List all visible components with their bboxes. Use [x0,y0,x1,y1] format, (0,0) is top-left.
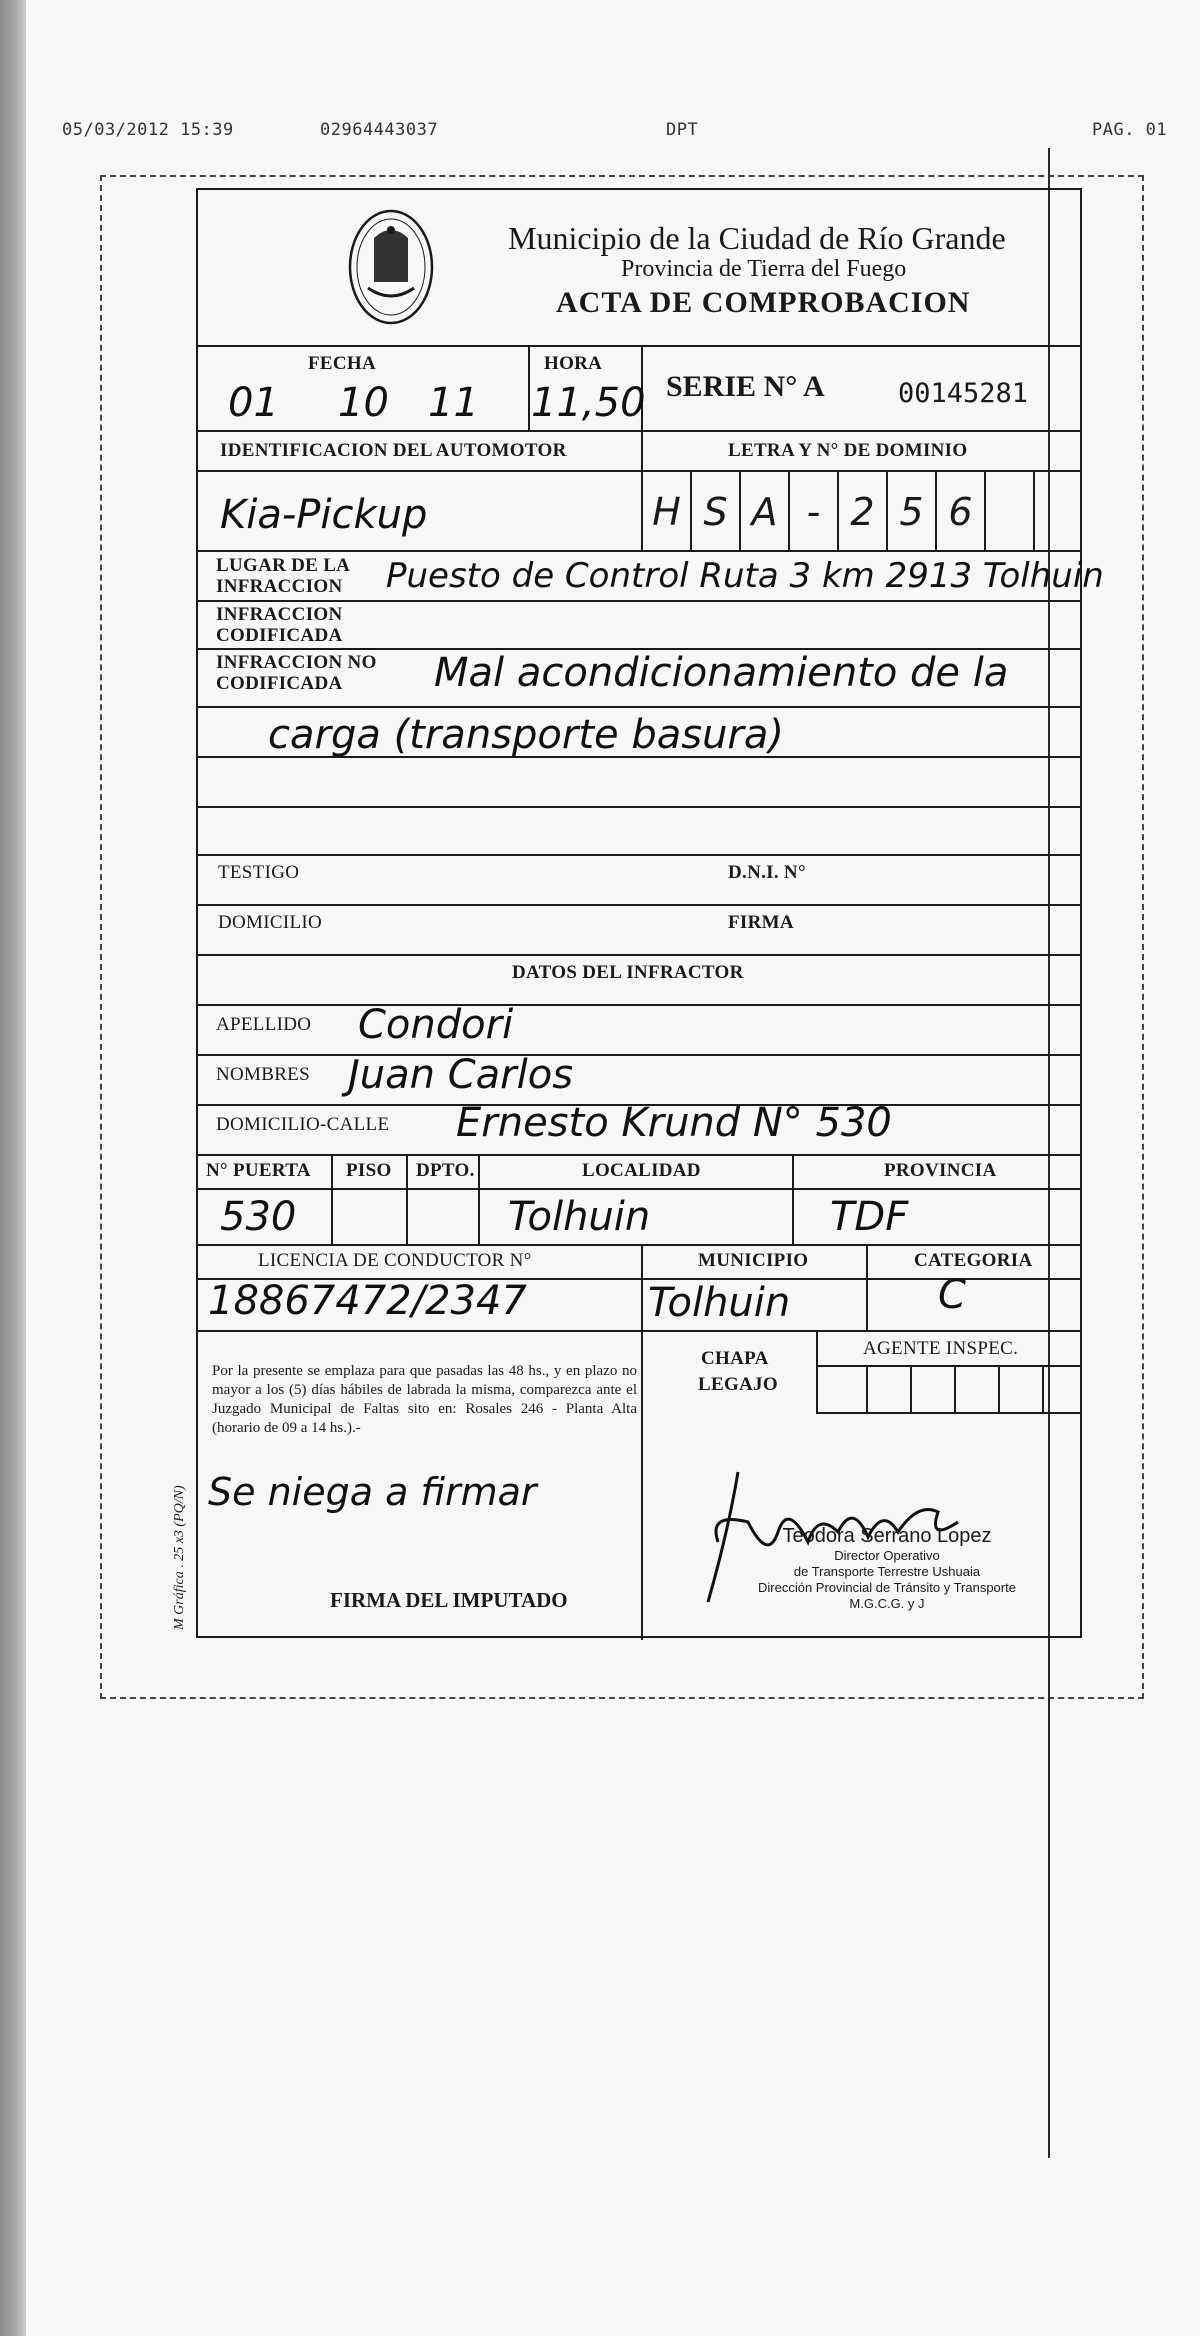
apellido-label: APELLIDO [216,1014,312,1035]
dpto-label: DPTO. [416,1160,475,1181]
licencia-value: 18867472/2347 [208,1278,527,1324]
serie-number: 00145281 [898,378,1029,409]
serie-label: SERIE N° A [666,370,825,403]
legajo-label: LEGAJO [698,1374,778,1395]
stamp-line-3: Dirección Provincial de Tránsito y Transporte [758,1580,1016,1595]
document-type: ACTA DE COMPROBACION [556,286,971,319]
dominio-char-cell: 5 [886,472,935,552]
vehicle-id-value: Kia-Pickup [220,492,428,538]
domicilio-label: DOMICILIO [218,912,323,933]
fecha-label: FECHA [308,353,376,374]
localidad-label: LOCALIDAD [582,1160,701,1181]
stamp-name: Teodora Serrano Lopez [782,1525,992,1547]
dominio-char-cell: A [739,472,788,552]
provincia-value: TDF [830,1194,909,1240]
province-subtitle: Provincia de Tierra del Fuego [621,256,907,282]
dom-calle-label: DOMICILIO-CALLE [216,1114,390,1135]
puerta-label: N° PUERTA [206,1160,311,1181]
municipio-label: MUNICIPIO [698,1250,809,1271]
fecha-month: 10 [338,380,389,426]
agente-label: AGENTE INSPEC. [863,1338,1019,1359]
infr-nocod-value-1: Mal acondicionamiento de la [434,650,1009,696]
dominio-char-cell: H [641,472,690,552]
piso-label: PISO [346,1160,392,1181]
lugar-value: Puesto de Control Ruta 3 km 2913 Tolhuin [386,556,1104,596]
scan-edge [0,0,26,2336]
legal-notice: Por la presente se emplaza para que pasadas las 48 hs., y en plazo no mayor a los (5) días hábiles de labrada la misma, comparezca ante el Juzgado Municipal de Faltas sito en: Rosales 246 - Planta Alta (horario de 09 a 14 hs.).- [212,1363,637,1436]
dominio-char-cell: 2 [837,472,886,552]
dom-calle-value: Ernesto Krund N° 530 [456,1100,892,1146]
dni-label: D.N.I. N° [728,862,806,883]
categoria-label: CATEGORIA [914,1250,1033,1271]
vehicle-id-label: IDENTIFICACION DEL AUTOMOTOR [220,440,567,461]
infr-cod-label-1: INFRACCION [216,604,343,625]
acta-form [196,188,1104,1638]
chapa-label: CHAPA [701,1348,769,1369]
licencia-label: LICENCIA DE CONDUCTOR N° [258,1250,532,1271]
provincia-label: PROVINCIA [884,1160,997,1181]
fecha-hora-row [198,347,1080,432]
dominio-char-cell: - [788,472,837,552]
fecha-year: 11 [428,380,479,426]
puerta-value: 530 [220,1194,297,1240]
stamp-line-1: Director Operativo [834,1548,940,1563]
fax-dept: DPT [666,120,699,140]
header-row [198,190,1080,347]
testigo-label: TESTIGO [218,862,300,883]
fax-page: PAG. 01 [1092,120,1168,140]
municipality-title: Municipio de la Ciudad de Río Grande [508,220,1006,256]
nombres-label: NOMBRES [216,1064,310,1085]
lugar-label-2: INFRACCION [216,576,343,597]
fax-datetime: 05/03/2012 15:39 [62,120,234,140]
datos-infractor-label: DATOS DEL INFRACTOR [512,962,744,983]
fax-phone: 02964443037 [320,120,439,140]
apellido-value: Condori [358,1002,514,1048]
printer-note: M Gráfica . 25 x3 (PQ/N) [172,1485,187,1630]
categoria-value: C [938,1272,966,1318]
inspector-stamp [758,1525,1016,1612]
municipio-value: Tolhuin [648,1280,791,1326]
firma-label: FIRMA [728,912,794,933]
imputado-note: Se niega a firmar [208,1470,537,1514]
dominio-label: LETRA Y N° DE DOMINIO [728,440,968,461]
nombres-value: Juan Carlos [348,1052,574,1098]
lugar-label-1: LUGAR DE LA [216,555,351,576]
infr-nocod-label-1: INFRACCION NO [216,652,377,673]
stamp-line-4: M.G.C.G. y J [849,1596,925,1611]
hora-label: HORA [544,353,603,374]
infr-cod-label-2: CODIFICADA [216,625,343,646]
dominio-char-cell: S [690,472,739,552]
hora-value: 11,50 [531,380,646,426]
localidad-value: Tolhuin [508,1194,651,1240]
dominio-char-cell: 6 [935,472,984,552]
firma-imputado-label: FIRMA DEL IMPUTADO [330,1588,568,1612]
stamp-line-2: de Transporte Terrestre Ushuaia [793,1564,981,1579]
fecha-day: 01 [228,380,279,426]
infr-nocod-value-2: carga (transporte basura) [268,712,784,758]
infr-nocod-label-2: CODIFICADA [216,673,343,694]
